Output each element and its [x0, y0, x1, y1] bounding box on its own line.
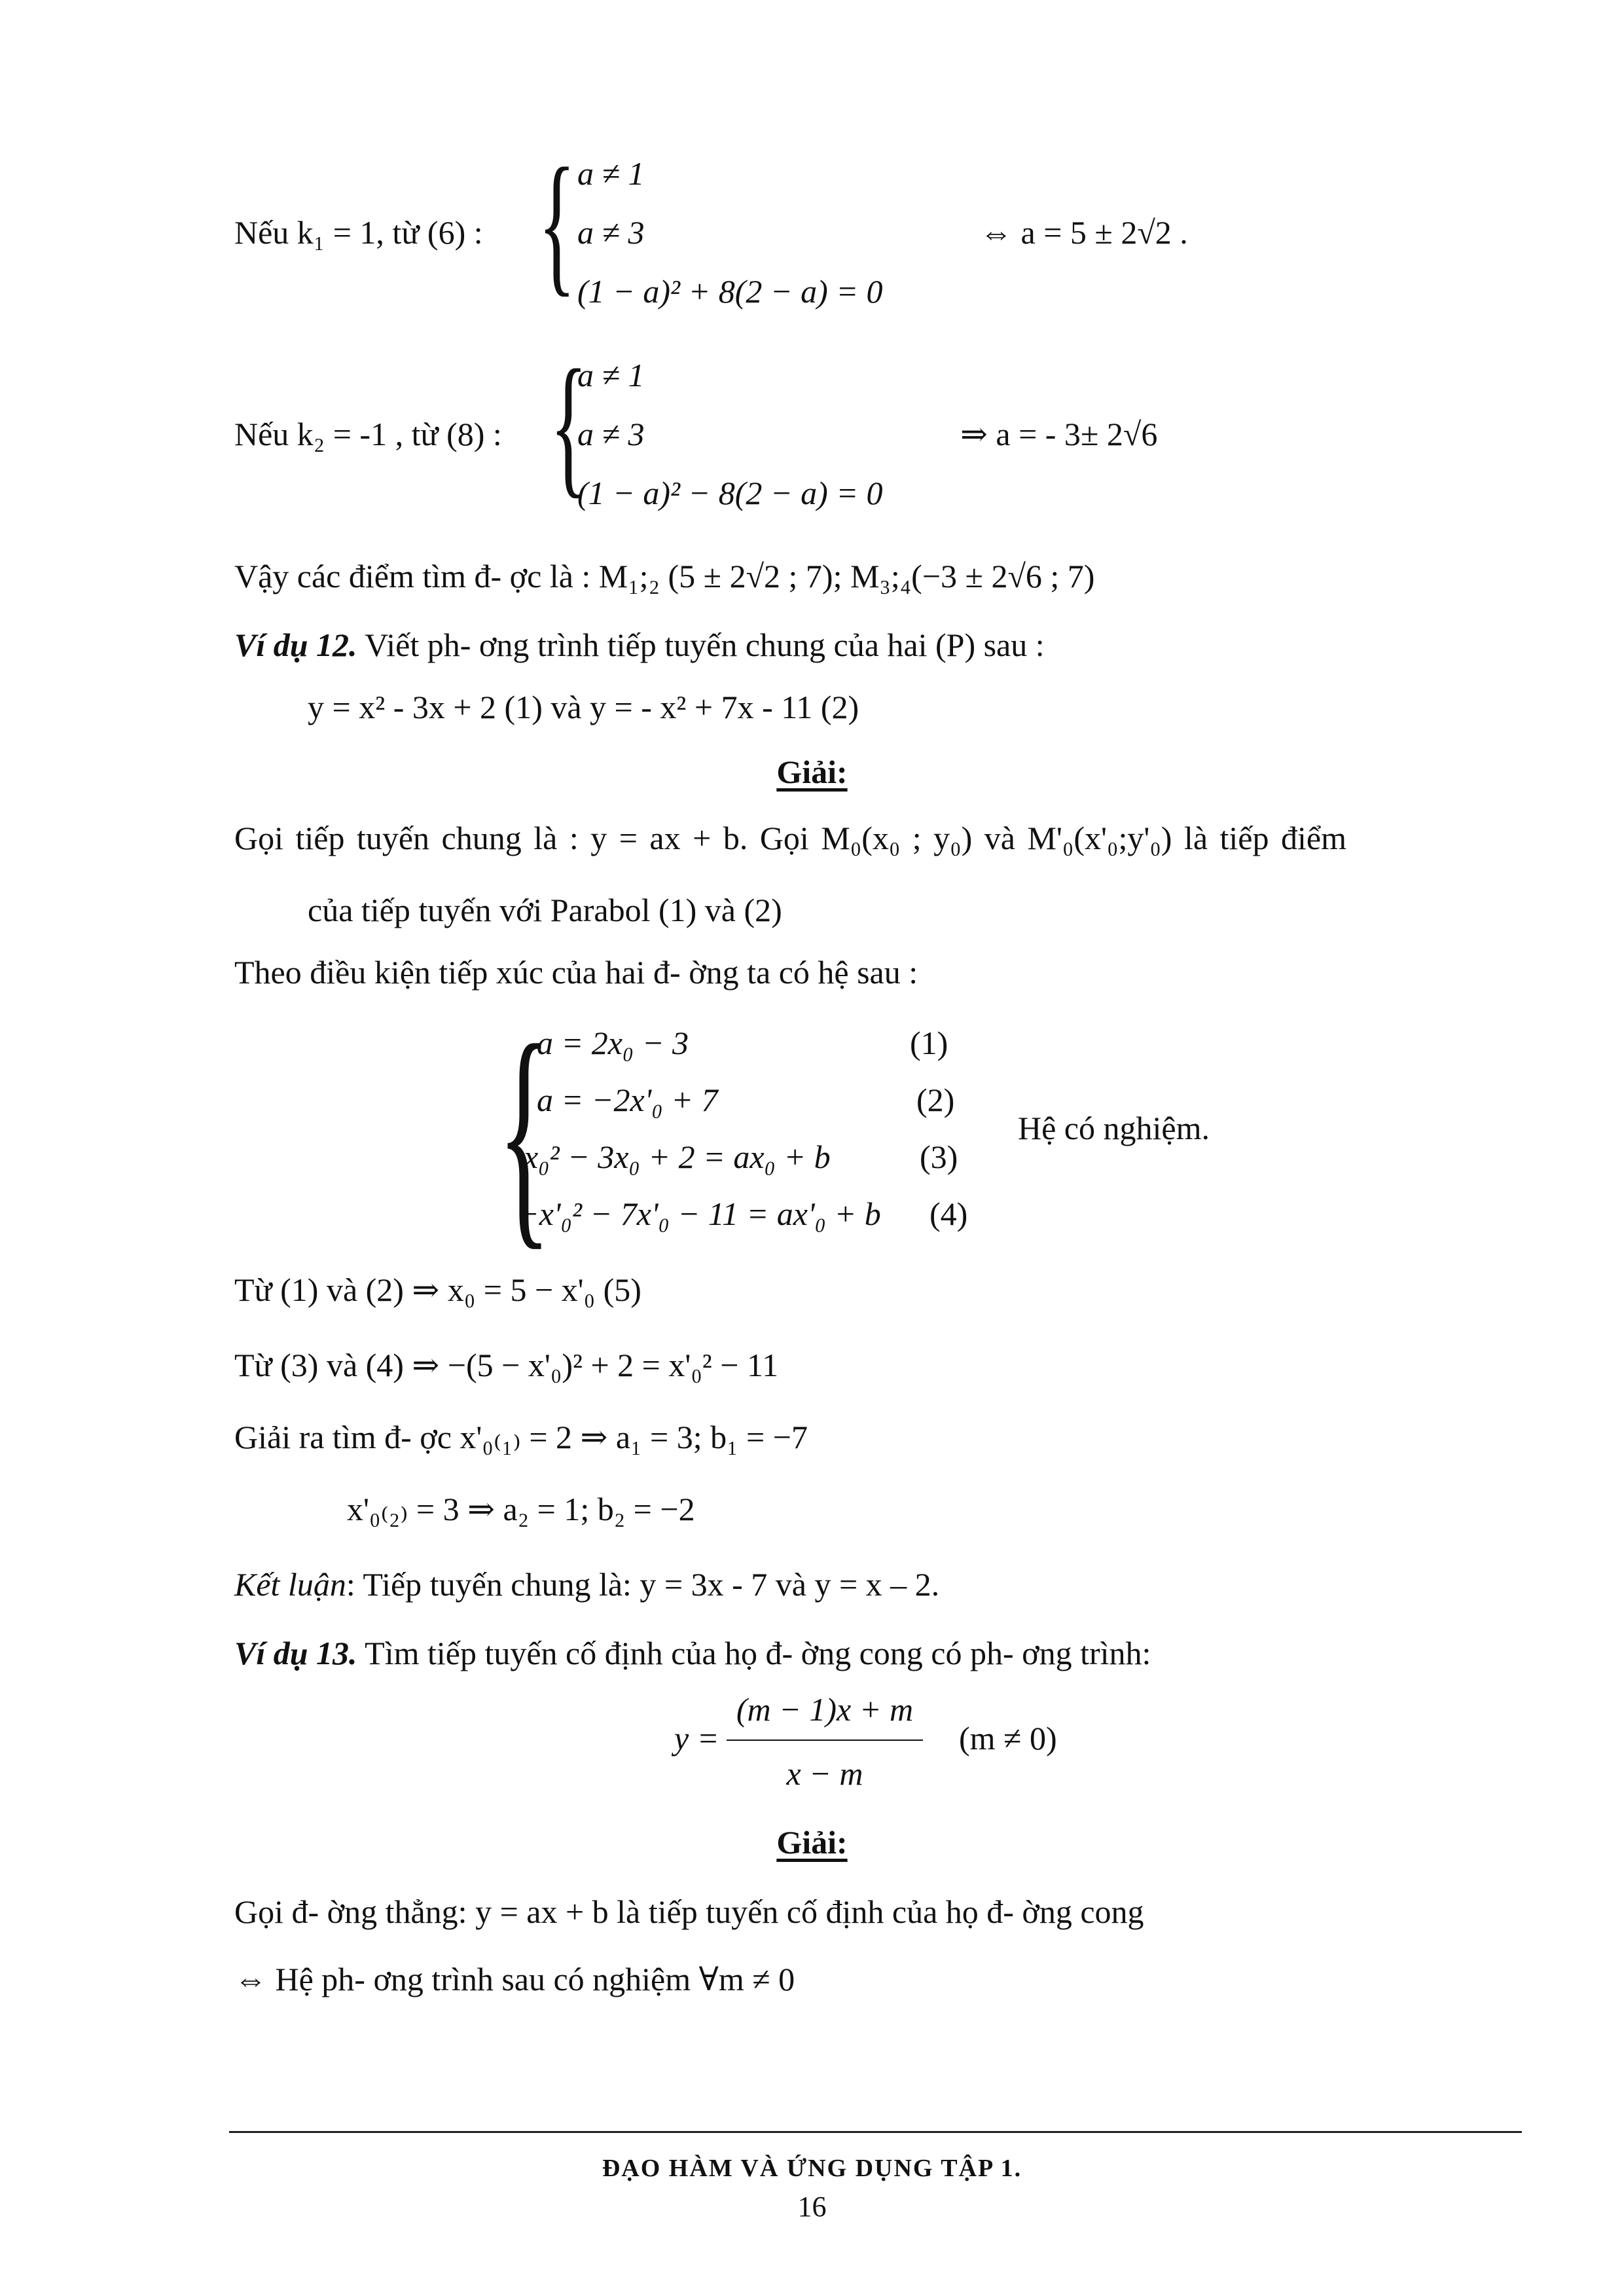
- case2-brace: {: [550, 337, 588, 511]
- solution-12-step1: Từ (1) và (2) ⇒ x₀ = 5 − x'₀ (5): [234, 1271, 641, 1308]
- example-13-lhs: y =: [674, 1720, 719, 1757]
- case2-label: Nếu k₂ = -1 , từ (8) :: [234, 416, 502, 452]
- example-12-equations: y = x² - 3x + 2 (1) và y = - x² + 7x - 11 (2): [308, 689, 859, 725]
- solution-12-line2: của tiếp tuyến với Parabol (1) và (2): [308, 892, 782, 928]
- case1-brace: {: [538, 136, 576, 310]
- solution-13-line1: Gọi đ- ờng thẳng: y = ax + b là tiếp tuyến cố định của họ đ- ờng cong: [234, 1893, 1144, 1930]
- solution-12-step4: x'₀₍₂₎ = 3 ⇒ a₂ = 1; b₂ = −2: [347, 1491, 695, 1527]
- system-12-eq-4: −x'₀² − 7x'₀ − 11 = ax'₀ + b: [517, 1195, 881, 1232]
- solution-12-step2: Từ (3) và (4) ⇒ −(5 − x'₀)² + 2 = x'₀² − 11: [234, 1347, 779, 1383]
- case2-sys-3: (1 − a)² − 8(2 − a) = 0: [577, 475, 883, 511]
- case2-result: ⇒ a = - 3± 2√6: [960, 416, 1158, 452]
- example-13-label: Ví dụ 13.: [234, 1635, 357, 1671]
- fraction-bar: [727, 1740, 923, 1741]
- case1-result: ⇔ a = 5 ± 2√2 .: [980, 214, 1188, 251]
- system-12-tag-1: (1): [910, 1025, 948, 1061]
- footer-rule: [229, 2131, 1522, 2133]
- points-conclusion: Vậy các điểm tìm đ- ợc là : M₁;₂ (5 ± 2√2 ; 7); M₃;₄(−3 ± 2√6 ; 7): [234, 558, 1095, 594]
- footer-title: ĐẠO HÀM VÀ ỨNG DỤNG TẬP 1.: [602, 2155, 1022, 2182]
- solution-12-step3: Giải ra tìm đ- ợc x'₀₍₁₎ = 2 ⇒ a₁ = 3; b₁ = −7: [234, 1419, 808, 1455]
- page-number: 16: [797, 2191, 827, 2223]
- conclusion-label: Kết luận: [234, 1566, 346, 1603]
- example-13-numerator: (m − 1)x + m: [736, 1691, 914, 1728]
- example-13-title: [234, 1637, 1151, 1669]
- case1-label: Nếu k₁ = 1, từ (6) :: [234, 214, 483, 251]
- case1-sys-3: (1 − a)² + 8(2 − a) = 0: [577, 273, 883, 310]
- system-12-eq-3: x₀² − 3x₀ + 2 = ax₀ + b: [524, 1139, 831, 1175]
- system-12-eq-1: a = 2x₀ − 3: [537, 1025, 689, 1061]
- solution-heading-12: Giải:: [776, 754, 848, 790]
- case1-sys-1: a ≠ 1: [577, 155, 645, 192]
- system-12-eq-2: a = −2x'₀ + 7: [537, 1082, 718, 1118]
- conclusion-text: : Tiếp tuyến chung là: y = 3x - 7 và y = x – 2.: [346, 1566, 940, 1603]
- example-12-text: Viết ph- ơng trình tiếp tuyến chung của hai (P) sau :: [357, 627, 1045, 663]
- system-12-tag-4: (4): [929, 1195, 968, 1232]
- system-12-note: Hệ có nghiệm.: [1018, 1110, 1210, 1146]
- solution-12-conclusion: [234, 1568, 939, 1601]
- case2-sys-1: a ≠ 1: [577, 357, 645, 393]
- solution-heading-13: Giải:: [776, 1824, 848, 1861]
- case2-sys-2: a ≠ 3: [577, 416, 645, 452]
- case1-sys-2: a ≠ 3: [577, 214, 645, 251]
- example-12-label: Ví dụ 12.: [234, 627, 357, 663]
- solution-13-line2: ⇔ Hệ ph- ơng trình sau có nghiệm ∀m ≠ 0: [234, 1961, 795, 1997]
- solution-12-line1: Gọi tiếp tuyến chung là : y = ax + b. Gọi M₀(x₀ ; y₀) và M'₀(x'₀;y'₀) là tiếp điểm: [234, 820, 1346, 856]
- system-12-tag-2: (2): [916, 1082, 955, 1118]
- system-12-tag-3: (3): [920, 1139, 958, 1175]
- example-13-condition: (m ≠ 0): [959, 1720, 1057, 1757]
- system-12-brace: {: [497, 994, 552, 1270]
- example-13-text: Tìm tiếp tuyến cố định của họ đ- ờng cong có ph- ơng trình:: [357, 1635, 1151, 1671]
- example-12-title: [234, 629, 1045, 661]
- example-13-denominator: x − m: [786, 1755, 863, 1792]
- solution-12-line3: Theo điều kiện tiếp xúc của hai đ- ờng ta có hệ sau :: [234, 954, 918, 991]
